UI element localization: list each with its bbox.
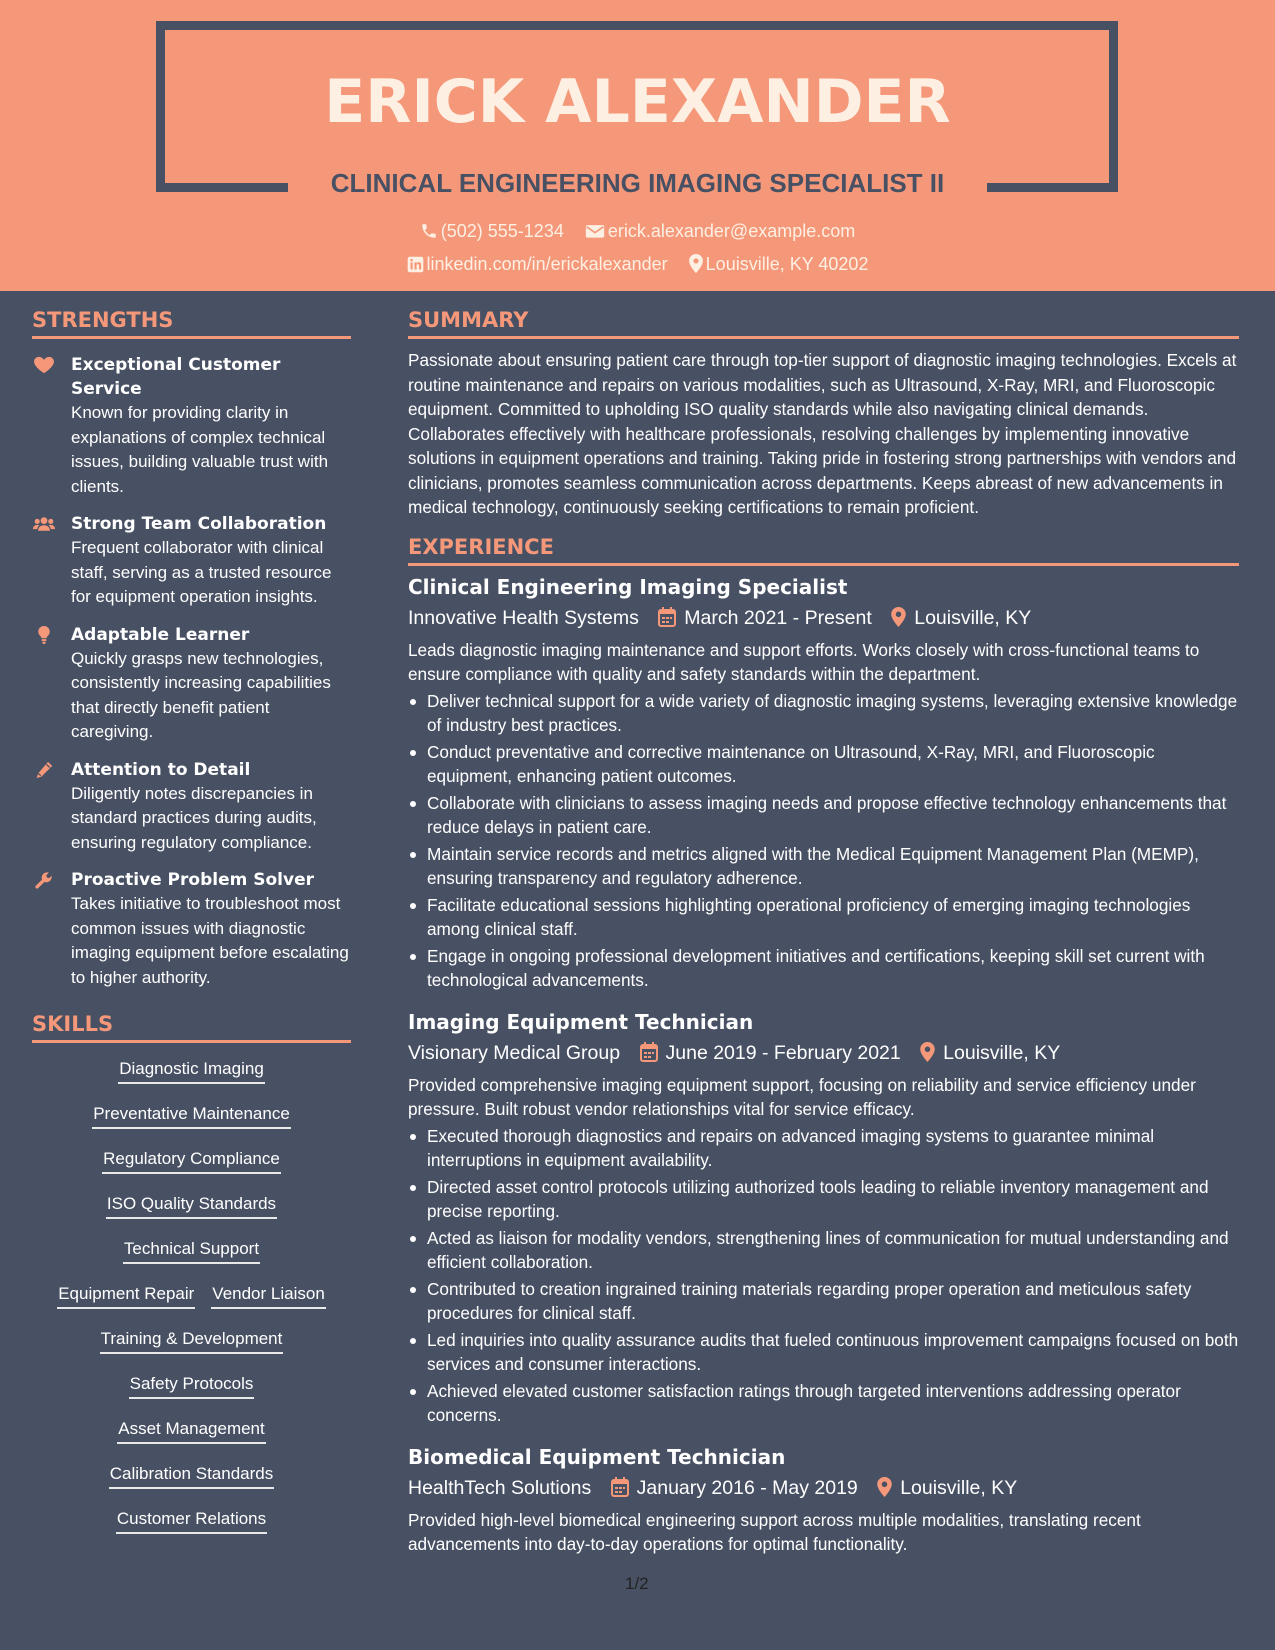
users-icon	[33, 515, 55, 533]
strength-desc: Takes initiative to troubleshoot most common issues with diagnostic imaging equipment before escalating to higher authority.	[71, 894, 349, 987]
resume-header	[0, 0, 1275, 291]
contact-row-2	[0, 252, 1275, 276]
job-title: Biomedical Equipment Technician	[408, 1444, 786, 1469]
page-number: 1/2	[625, 1574, 649, 1593]
strength-title: Proactive Problem Solver	[71, 870, 314, 890]
company-name: Innovative Health Systems	[408, 606, 639, 629]
strength-title: Adaptable Learner	[71, 624, 250, 645]
job-title: Imaging Equipment Technician	[408, 1009, 754, 1034]
job-description: Leads diagnostic imaging maintenance and support efforts. Works closely with cross-functional teams to ensure compliance with quality and safety standards within the department.	[408, 639, 1200, 684]
skills-heading: SKILLS	[32, 1009, 351, 1043]
strength-desc: Diligently notes discrepancies in standard practices during audits, ensuring regulatory compliance.	[71, 783, 317, 852]
strength-item	[32, 758, 351, 856]
map-pin-icon	[689, 254, 703, 273]
summary-text: Passionate about ensuring patient care through top-tier support of diagnostic imaging technologies. Excels at routine maintenance and repairs on various modalities, such as Ultrasound, X-Ray, MRI, and Fluoroscopic equipment. Committed to upholding ISO quality standards while also navigating clinical demands. Collaborates effectively with healthcare professionals, resolving challenges by implementing innovative solutions in equipment operations and training. Taking pride in fostering strong partnerships with vendors and clinicians, promotes seamless communication across departments. Keeps abreast of new advancements in medical technology, continuously seeking certifications to remain proficient.	[408, 350, 1237, 517]
job-title: Clinical Engineering Imaging Specialist	[408, 574, 848, 599]
job-bullet: Conduct preventative and corrective maintenance on Ultrasound, X-Ray, MRI, and Fluoroscopic equipment, enhancing patient outcomes.	[408, 740, 1239, 789]
summary-heading: SUMMARY	[408, 305, 1239, 339]
calendar-icon	[640, 1042, 658, 1062]
strength-desc: Frequent collaborator with clinical staff, serving as a trusted resource for equipment operation insights.	[71, 538, 332, 606]
job-bullets	[408, 1124, 1239, 1428]
job-bullet: Directed asset control protocols utilizing authorized tools leading to reliable inventory management and precise reporting.	[408, 1175, 1239, 1224]
job-meta	[408, 1038, 1239, 1068]
job-bullet: Led inquiries into quality assurance audits that fueled continuous improvement campaigns focused on both services and consumer interactions.	[408, 1328, 1239, 1377]
job-bullet: Engage in ongoing professional development initiatives and certifications, keeping skill set current with technological advancements.	[408, 944, 1239, 993]
linkedin-icon	[407, 256, 424, 273]
job-description: Provided high-level biomedical engineering support across multiple modalities, translating recent advancements into day-to-day operations for optimal functionality.	[408, 1509, 1141, 1554]
job-description: Provided comprehensive imaging equipment support, focusing on reliability and service efficiency under pressure. Built robust vendor relationships vital for service efficacy.	[408, 1074, 1196, 1119]
envelope-icon	[585, 222, 605, 240]
skill-tag: Preventative Maintenance	[92, 1102, 291, 1129]
job-meta	[408, 1473, 1239, 1503]
job-location: Louisville, KY	[914, 606, 1032, 629]
email-item[interactable]	[585, 219, 855, 243]
skill-tag: Vendor Liaison	[211, 1282, 325, 1309]
skill-tag: Training & Development	[100, 1327, 284, 1354]
linkedin-item[interactable]	[407, 252, 668, 276]
job-role: CLINICAL ENGINEERING IMAGING SPECIALIST II	[330, 168, 945, 198]
left-column	[32, 305, 351, 1552]
skill-tag: Diagnostic Imaging	[118, 1057, 265, 1084]
location-item	[689, 252, 869, 276]
job-dates: March 2021 - Present	[684, 606, 872, 629]
company-name: Visionary Medical Group	[408, 1041, 621, 1064]
linkedin-text: linkedin.com/in/erickalexander	[426, 254, 668, 274]
strength-item	[32, 353, 351, 499]
job-entry	[408, 1442, 1239, 1557]
strengths-list	[32, 353, 351, 990]
job-entry	[408, 572, 1239, 993]
map-pin-icon	[920, 1042, 935, 1062]
calendar-icon	[658, 607, 676, 627]
job-dates: June 2019 - February 2021	[665, 1041, 901, 1064]
phone-icon	[420, 222, 438, 240]
skill-tag: Safety Protocols	[129, 1372, 255, 1399]
skills-list	[32, 1057, 351, 1552]
phone-text: (502) 555-1234	[440, 221, 564, 241]
strength-item	[32, 868, 351, 990]
skill-tag: Technical Support	[123, 1237, 260, 1264]
strength-item	[32, 512, 351, 610]
job-bullet: Collaborate with clinicians to assess imaging needs and propose effective technology enhancements that reduce delays in patient care.	[408, 791, 1239, 840]
strength-title: Exceptional Customer Service	[71, 355, 281, 399]
strengths-heading: STRENGTHS	[32, 305, 351, 339]
job-bullet: Acted as liaison for modality vendors, strengthening lines of communication for mutual understanding and efficient collaboration.	[408, 1226, 1239, 1275]
pencil-icon	[33, 761, 55, 779]
job-bullet: Executed thorough diagnostics and repairs on advanced imaging systems to guarantee minimal interruptions in equipment availability.	[408, 1124, 1239, 1173]
skill-tag: Customer Relations	[116, 1507, 267, 1534]
location-text: Louisville, KY 40202	[705, 254, 869, 274]
strength-desc: Quickly grasps new technologies, consistently increasing capabilities that directly benefit patient caregiving.	[71, 648, 331, 741]
job-bullet: Contributed to creation ingrained training materials regarding proper operation and meticulous safety procedures for clinical staff.	[408, 1277, 1239, 1326]
job-bullets	[408, 689, 1239, 993]
skill-tag: Regulatory Compliance	[102, 1147, 281, 1174]
strength-title: Attention to Detail	[71, 759, 251, 780]
calendar-icon	[611, 1477, 629, 1497]
skill-tag: Calibration Standards	[109, 1462, 274, 1489]
email-text: erick.alexander@example.com	[607, 221, 856, 241]
job-bullet: Maintain service records and metrics aligned with the Medical Equipment Management Plan (MEMP), ensuring transparency and regulatory adherence.	[408, 842, 1239, 891]
skill-tag: Equipment Repair	[57, 1282, 195, 1309]
job-location: Louisville, KY	[943, 1041, 1061, 1064]
wrench-icon	[33, 871, 55, 889]
job-bullet: Deliver technical support for a wide variety of diagnostic imaging systems, leveraging extensive knowledge of industry best practices.	[408, 689, 1239, 738]
job-bullet: Achieved elevated customer satisfaction ratings through targeted interventions addressing operator concerns.	[408, 1379, 1239, 1428]
job-entry	[408, 1007, 1239, 1428]
strength-title: Strong Team Collaboration	[71, 514, 327, 534]
strength-desc: Known for providing clarity in explanations of complex technical issues, building valuable trust with clients.	[71, 403, 329, 496]
experience-heading: EXPERIENCE	[408, 532, 1239, 566]
skill-tag: ISO Quality Standards	[106, 1192, 277, 1219]
candidate-name: ERICK ALEXANDER	[324, 67, 951, 137]
right-column	[408, 305, 1239, 1557]
contact-row-1	[0, 219, 1275, 243]
heart-icon	[33, 356, 55, 374]
map-pin-icon	[891, 607, 906, 627]
job-location: Louisville, KY	[900, 1476, 1018, 1499]
company-name: HealthTech Solutions	[408, 1476, 592, 1499]
map-pin-icon	[877, 1477, 892, 1497]
lightbulb-icon	[33, 626, 55, 644]
strength-item	[32, 623, 351, 745]
job-bullet: Facilitate educational sessions highlighting operational proficiency of emerging imaging technologies among clinical staff.	[408, 893, 1239, 942]
phone-item[interactable]	[420, 219, 564, 243]
job-meta	[408, 603, 1239, 633]
job-dates: January 2016 - May 2019	[636, 1476, 858, 1499]
skill-tag: Asset Management	[117, 1417, 265, 1444]
